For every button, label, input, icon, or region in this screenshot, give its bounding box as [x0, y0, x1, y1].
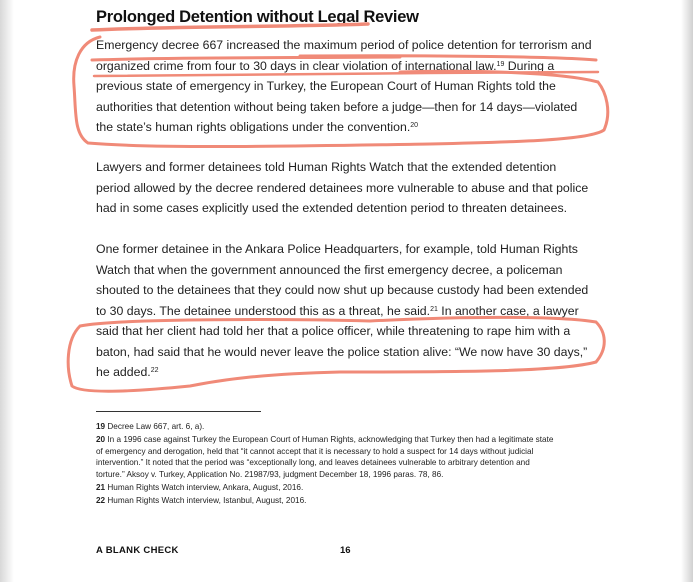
footnotes — [96, 421, 606, 509]
footnote-ref-19[interactable]: 19 — [496, 60, 505, 68]
footnote-text: Human Rights Watch interview, Ankara, August, 2016. — [107, 483, 304, 493]
paragraph-2-line-3: had in some cases explicitly used the extended detention period to threaten detainees. — [96, 201, 568, 215]
footnote-21 — [96, 482, 606, 493]
footnote-text: intervention.” It noted that the period was “exceptionally long, and leaves detainees vulnerable to arbitrary detention and — [96, 458, 530, 468]
paragraph-2 — [96, 157, 596, 219]
footnote-text: Decree Law 667, art. 6, a). — [107, 422, 205, 431]
paragraph-1-line-4: authorities that detention without being taken before a judge—then for 14 days—violated — [96, 99, 578, 114]
footnote-divider — [96, 411, 261, 412]
footnote-number: 19 — [96, 422, 106, 431]
paragraph-1-line-2-text: organized crime from four to 30 days in clear violation of international law. — [96, 58, 497, 73]
footnote-number: 22 — [96, 496, 106, 506]
paragraph-3-line-1: One former detainee in the Ankara Police Headquarters, for example, told Human Rights — [96, 242, 578, 256]
paragraph-3-line-5: said that her client had told her that a police officer, while threatening to rape him with a — [96, 324, 571, 338]
footnote-20 — [96, 434, 606, 480]
paragraph-3-line-2: Watch that when the government announced the first emergency decree, a policeman — [96, 262, 563, 277]
paragraph-2-line-2: period allowed by the decree rendered detainees more vulnerable to abuse and that police — [96, 180, 589, 195]
footnote-22 — [96, 495, 606, 506]
footnote-number: 20 — [96, 435, 106, 445]
footer-page-number: 16 — [340, 545, 351, 556]
paragraph-1-line-2 — [96, 56, 596, 77]
paragraph-1-line-2-tail: During a — [504, 58, 555, 73]
paragraph-3-line-4-tail: In another case, a lawyer — [437, 303, 579, 318]
footnote-text: Human Rights Watch interview, Istanbul, August, 2016. — [107, 496, 307, 506]
paragraph-3-line-7 — [96, 362, 596, 383]
footnote-19 — [96, 421, 606, 432]
paragraph-1-line-5 — [96, 117, 596, 138]
paragraph-1-line-3: previous state of emergency in Turkey, the European Court of Human Rights told the — [96, 79, 556, 93]
paragraph-3-line-6: baton, had said that he would never leave the police station alive: “We now have 30 days,” — [96, 344, 588, 359]
section-title: Prolonged Detention without Legal Review — [96, 8, 419, 26]
footnote-text: torture.” Aksoy v. Turkey, Application No. 21987/93, judgment December 18, 1996 paras. 78, 86. — [96, 469, 444, 479]
paragraph-1 — [96, 35, 596, 138]
footnote-number: 21 — [96, 483, 106, 493]
footnote-ref-21[interactable]: 21 — [430, 305, 438, 313]
paragraph-3 — [96, 239, 596, 383]
paragraph-3-line-7-text: he added. — [96, 365, 151, 379]
paragraph-1-line-1: Emergency decree 667 increased the maximum period of police detention for terrorism and — [96, 38, 592, 52]
paragraph-3-line-4 — [96, 301, 596, 322]
paragraph-3-line-4-text: to 30 days. The detainee understood this as a threat, he said. — [96, 303, 431, 318]
footnote-ref-22[interactable]: 22 — [150, 367, 159, 374]
footnote-text: In a 1996 case against Turkey the European Court of Human Rights, acknowledging that Turkey then had a legitimate state — [107, 435, 554, 445]
paragraph-3-line-3: shouted to the detainees that they could now shut up because custody had been extended — [96, 283, 589, 297]
paragraph-1-line-5-text: the state’s human rights obligations under the convention. — [96, 120, 411, 134]
footnote-text: of emergency and derogation, held that “it cannot accept that it is necessary to hold a suspect for 14 days without judicial — [96, 446, 534, 456]
footer-report-title: A BLANK CHECK — [96, 545, 179, 556]
paragraph-2-line-1: Lawyers and former detainees told Human Rights Watch that the extended detention — [96, 160, 557, 174]
footnote-ref-20[interactable]: 20 — [410, 122, 419, 129]
